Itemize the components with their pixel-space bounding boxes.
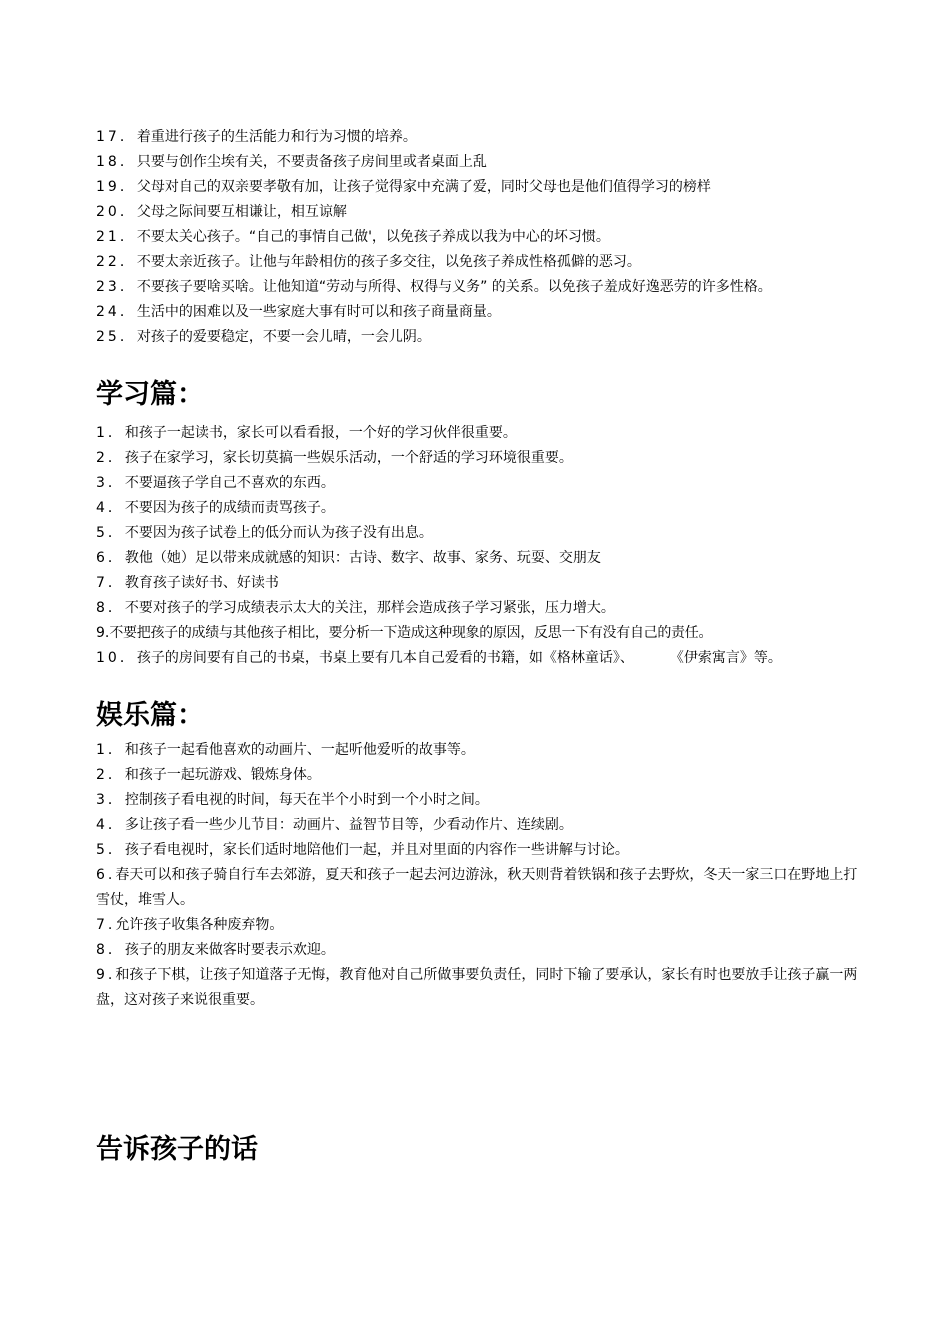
list-item: 5．孩子看电视时，家长们适时地陪他们一起，并且对里面的内容作一些讲解与讨论。: [96, 842, 629, 858]
list-item: 25．对孩子的爱要稳定，不要一会儿晴，一会儿阴。: [96, 329, 431, 345]
list-item: 18．只要与创作尘埃有关，不要责备孩子房间里或者桌面上乱: [96, 154, 487, 170]
document-page: [96, 125, 866, 1168]
section-title-study: 学习篇：: [96, 379, 204, 410]
section-title-talk: 告诉孩子的话: [96, 1134, 258, 1165]
list-item: 24．生活中的困难以及一些家庭大事有时可以和孩子商量商量。: [96, 304, 501, 320]
list-item: 3．控制孩子看电视的时间，每天在半个小时到一个小时之间。: [96, 792, 489, 808]
list-item: 4．多让孩子看一些少儿节目：动画片、益智节目等，少看动作片、连续剧。: [96, 817, 573, 833]
list-item: 8．不要对孩子的学习成绩表示太大的关注，那样会造成孩子学习紧张，压力增大。: [96, 600, 615, 616]
list-item: 9.不要把孩子的成绩与其他孩子相比，要分析一下造成这种现象的原因，反思一下有没有自己的责任。: [96, 625, 713, 641]
list-item: 1．和孩子一起读书，家长可以看看报，一个好的学习伙伴很重要。: [96, 425, 517, 441]
list-item: 23．不要孩子要啥买啥。让他知道“劳动与所得、权得与义务” 的关系。以免孩子羞成好逸恶劳的许多性格。: [96, 279, 772, 295]
list-item: 8．孩子的朋友来做客时要表示欢迎。: [96, 942, 335, 958]
section-title-fun: 娱乐篇：: [96, 700, 204, 731]
list-item: 7.允许孩子收集各种废弃物。: [96, 917, 284, 933]
list-item: 6．教他（她）足以带来成就感的知识：古诗、数字、故事、家务、玩耍、交朋友: [96, 550, 601, 566]
list-item: 22．不要太亲近孩子。让他与年龄相仿的孩子多交往，以免孩子养成性格孤僻的恶习。: [96, 254, 641, 270]
list-item: 19．父母对自己的双亲要孝敬有加，让孩子觉得家中充满了爱，同时父母也是他们值得学习的榜样: [96, 179, 711, 195]
fun-list: [96, 738, 866, 1013]
list-item: 4．不要因为孩子的成绩而责骂孩子。: [96, 500, 335, 516]
list-item: 2．孩子在家学习，家长切莫搞一些娱乐活动，一个舒适的学习环境很重要。: [96, 450, 573, 466]
list-item: 3．不要逼孩子学自己不喜欢的东西。: [96, 475, 335, 491]
list-item: 2．和孩子一起玩游戏、锻炼身体。: [96, 767, 321, 783]
list-item: 10．孩子的房间要有自己的书桌，书桌上要有几本自己爱看的书籍，如《格林童话》、 《伊索寓言》等。: [96, 650, 782, 666]
list-item: 17．着重进行孩子的生活能力和行为习惯的培养。: [96, 129, 417, 145]
list-item: 6.春天可以和孩子骑自行车去郊游，夏天和孩子一起去河边游泳，秋天则背着铁锅和孩子去野炊，冬天一家三口在野地上打雪仗，堆雪人。: [96, 867, 858, 908]
list-item: 1．和孩子一起看他喜欢的动画片、一起听他爱听的故事等。: [96, 742, 475, 758]
list-item: 7．教育孩子读好书、好读书: [96, 575, 279, 591]
list-item: 5．不要因为孩子试卷上的低分而认为孩子没有出息。: [96, 525, 433, 541]
general-list: [96, 125, 866, 350]
study-list: [96, 421, 866, 671]
list-item: 21．不要太关心孩子。“自己的事情自己做'，以免孩子养成以我为中心的坏习惯。: [96, 229, 610, 245]
list-item: 20．父母之际间要互相谦让，相互谅解: [96, 204, 347, 220]
list-item: 9.和孩子下棋，让孩子知道落子无悔，教育他对自己所做事要负责任，同时下输了要承认，家长有时也要放手让孩子赢一两盘，这对孩子来说很重要。: [96, 967, 858, 1008]
